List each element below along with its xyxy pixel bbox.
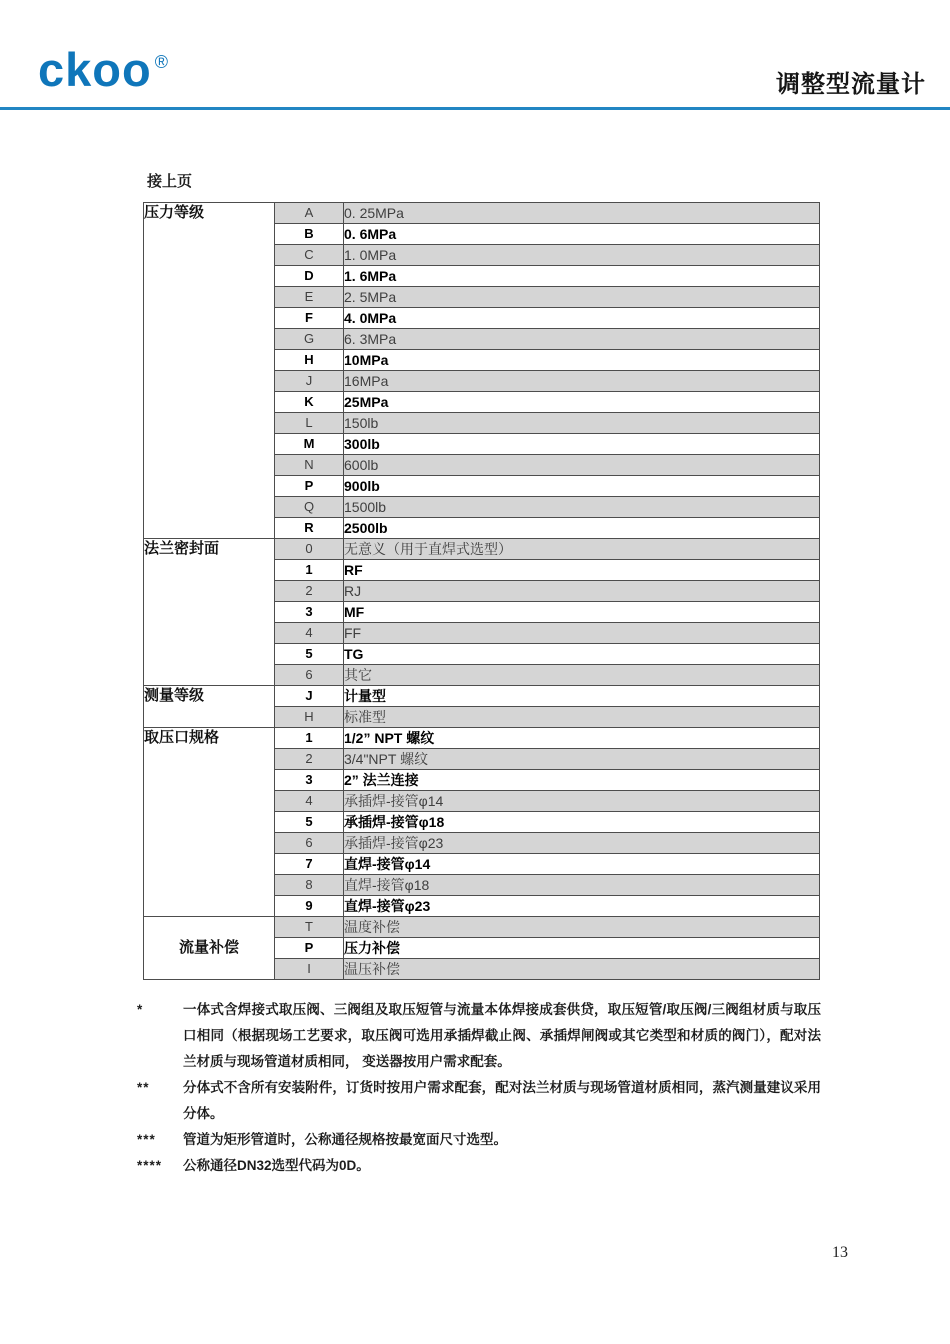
footnote-item	[137, 1153, 821, 1179]
description-cell: TG	[344, 644, 820, 665]
code-cell: 6	[275, 833, 344, 854]
code-cell: M	[275, 434, 344, 455]
code-cell: 7	[275, 854, 344, 875]
code-cell: J	[275, 371, 344, 392]
code-cell: A	[275, 203, 344, 224]
description-cell: 其它	[344, 665, 820, 686]
description-cell: 1. 6MPa	[344, 266, 820, 287]
continued-from-previous-page-label: 接上页	[147, 173, 193, 190]
code-cell: B	[275, 224, 344, 245]
description-cell: 承插焊-接管φ14	[344, 791, 820, 812]
code-cell: 1	[275, 560, 344, 581]
footnote-item	[137, 1127, 821, 1153]
code-cell: 9	[275, 896, 344, 917]
description-cell: 150lb	[344, 413, 820, 434]
code-cell: T	[275, 917, 344, 938]
code-cell: C	[275, 245, 344, 266]
description-cell: 计量型	[344, 686, 820, 707]
description-cell: 0. 6MPa	[344, 224, 820, 245]
table-row	[144, 539, 820, 560]
code-cell: 3	[275, 770, 344, 791]
code-cell: 2	[275, 581, 344, 602]
table-row	[144, 728, 820, 749]
footnote-marker: **	[137, 1080, 150, 1095]
description-cell: RF	[344, 560, 820, 581]
category-cell: 流量补偿	[144, 917, 275, 980]
description-cell: 承插焊-接管φ23	[344, 833, 820, 854]
description-cell: FF	[344, 623, 820, 644]
code-cell: 0	[275, 539, 344, 560]
code-cell: 3	[275, 602, 344, 623]
code-cell: H	[275, 350, 344, 371]
brand-logo	[38, 43, 169, 96]
code-cell: 5	[275, 644, 344, 665]
description-cell: 10MPa	[344, 350, 820, 371]
code-cell: R	[275, 518, 344, 539]
description-cell: 1500lb	[344, 497, 820, 518]
footnote-text: 一体式含焊接式取压阀、三阀组及取压短管与流量本体焊接成套供贷，取压短管/取压阀/三阀组材质与取压口相同（根据现场工艺要求，取压阀可选用承插焊截止阀、承插焊闸阀或其它类型和材质的阀门），配对法兰材质与现场管道材质相同， 变送器按用户需求配套。	[183, 1002, 821, 1069]
description-cell: 16MPa	[344, 371, 820, 392]
footnote-marker: ****	[137, 1158, 163, 1173]
description-cell: 温压补偿	[344, 959, 820, 980]
registered-trademark-icon: ®	[154, 52, 169, 72]
footnote-text: 管道为矩形管道时，公称通径规格按最宽面尺寸选型。	[183, 1132, 507, 1147]
table-row	[144, 917, 820, 938]
footnote-item	[137, 1075, 821, 1127]
category-cell: 压力等级	[144, 203, 275, 539]
description-cell: 2. 5MPa	[344, 287, 820, 308]
description-cell: 3/4"NPT 螺纹	[344, 749, 820, 770]
page-number: 13	[832, 1244, 848, 1261]
description-cell: 温度补偿	[344, 917, 820, 938]
footnote-text: 分体式不含所有安装附件，订货时按用户需求配套，配对法兰材质与现场管道材质相同，蒸汽测量建议采用分体。	[183, 1080, 821, 1121]
code-cell: L	[275, 413, 344, 434]
code-cell: 6	[275, 665, 344, 686]
footnote-item	[137, 997, 821, 1075]
description-cell: 1/2” NPT 螺纹	[344, 728, 820, 749]
code-cell: F	[275, 308, 344, 329]
model-selection-table	[143, 202, 820, 980]
header-divider-rule	[0, 107, 950, 110]
code-cell: Q	[275, 497, 344, 518]
brand-logo-text: ckoo	[38, 43, 152, 96]
code-cell: 2	[275, 749, 344, 770]
description-cell: 直焊-接管φ23	[344, 896, 820, 917]
code-cell: P	[275, 476, 344, 497]
code-cell: 5	[275, 812, 344, 833]
category-cell: 法兰密封面	[144, 539, 275, 686]
code-cell: I	[275, 959, 344, 980]
description-cell: MF	[344, 602, 820, 623]
description-cell: 标准型	[344, 707, 820, 728]
footnotes	[137, 997, 821, 1179]
description-cell: 0. 25MPa	[344, 203, 820, 224]
description-cell: 直焊-接管φ14	[344, 854, 820, 875]
category-cell: 测量等级	[144, 686, 275, 728]
description-cell: 直焊-接管φ18	[344, 875, 820, 896]
description-cell: 600lb	[344, 455, 820, 476]
code-cell: 8	[275, 875, 344, 896]
description-cell: 2500lb	[344, 518, 820, 539]
code-cell: 4	[275, 623, 344, 644]
code-cell: E	[275, 287, 344, 308]
description-cell: RJ	[344, 581, 820, 602]
code-cell: 4	[275, 791, 344, 812]
description-cell: 4. 0MPa	[344, 308, 820, 329]
description-cell: 300lb	[344, 434, 820, 455]
page-title: 调整型流量计	[776, 71, 926, 98]
table-row	[144, 686, 820, 707]
code-cell: H	[275, 707, 344, 728]
description-cell: 压力补偿	[344, 938, 820, 959]
code-cell: K	[275, 392, 344, 413]
code-cell: P	[275, 938, 344, 959]
footnote-marker: ***	[137, 1132, 156, 1147]
code-cell: D	[275, 266, 344, 287]
code-cell: 1	[275, 728, 344, 749]
description-cell: 1. 0MPa	[344, 245, 820, 266]
code-cell: J	[275, 686, 344, 707]
selection-table-body	[144, 203, 820, 980]
description-cell: 25MPa	[344, 392, 820, 413]
code-cell: G	[275, 329, 344, 350]
table-row	[144, 203, 820, 224]
footnote-marker: *	[137, 1002, 144, 1017]
footnote-text: 公称通径DN32选型代码为0D。	[183, 1158, 370, 1173]
description-cell: 无意义（用于直焊式选型）	[344, 539, 820, 560]
description-cell: 2” 法兰连接	[344, 770, 820, 791]
category-cell: 取压口规格	[144, 728, 275, 917]
description-cell: 900lb	[344, 476, 820, 497]
code-cell: N	[275, 455, 344, 476]
description-cell: 承插焊-接管φ18	[344, 812, 820, 833]
description-cell: 6. 3MPa	[344, 329, 820, 350]
